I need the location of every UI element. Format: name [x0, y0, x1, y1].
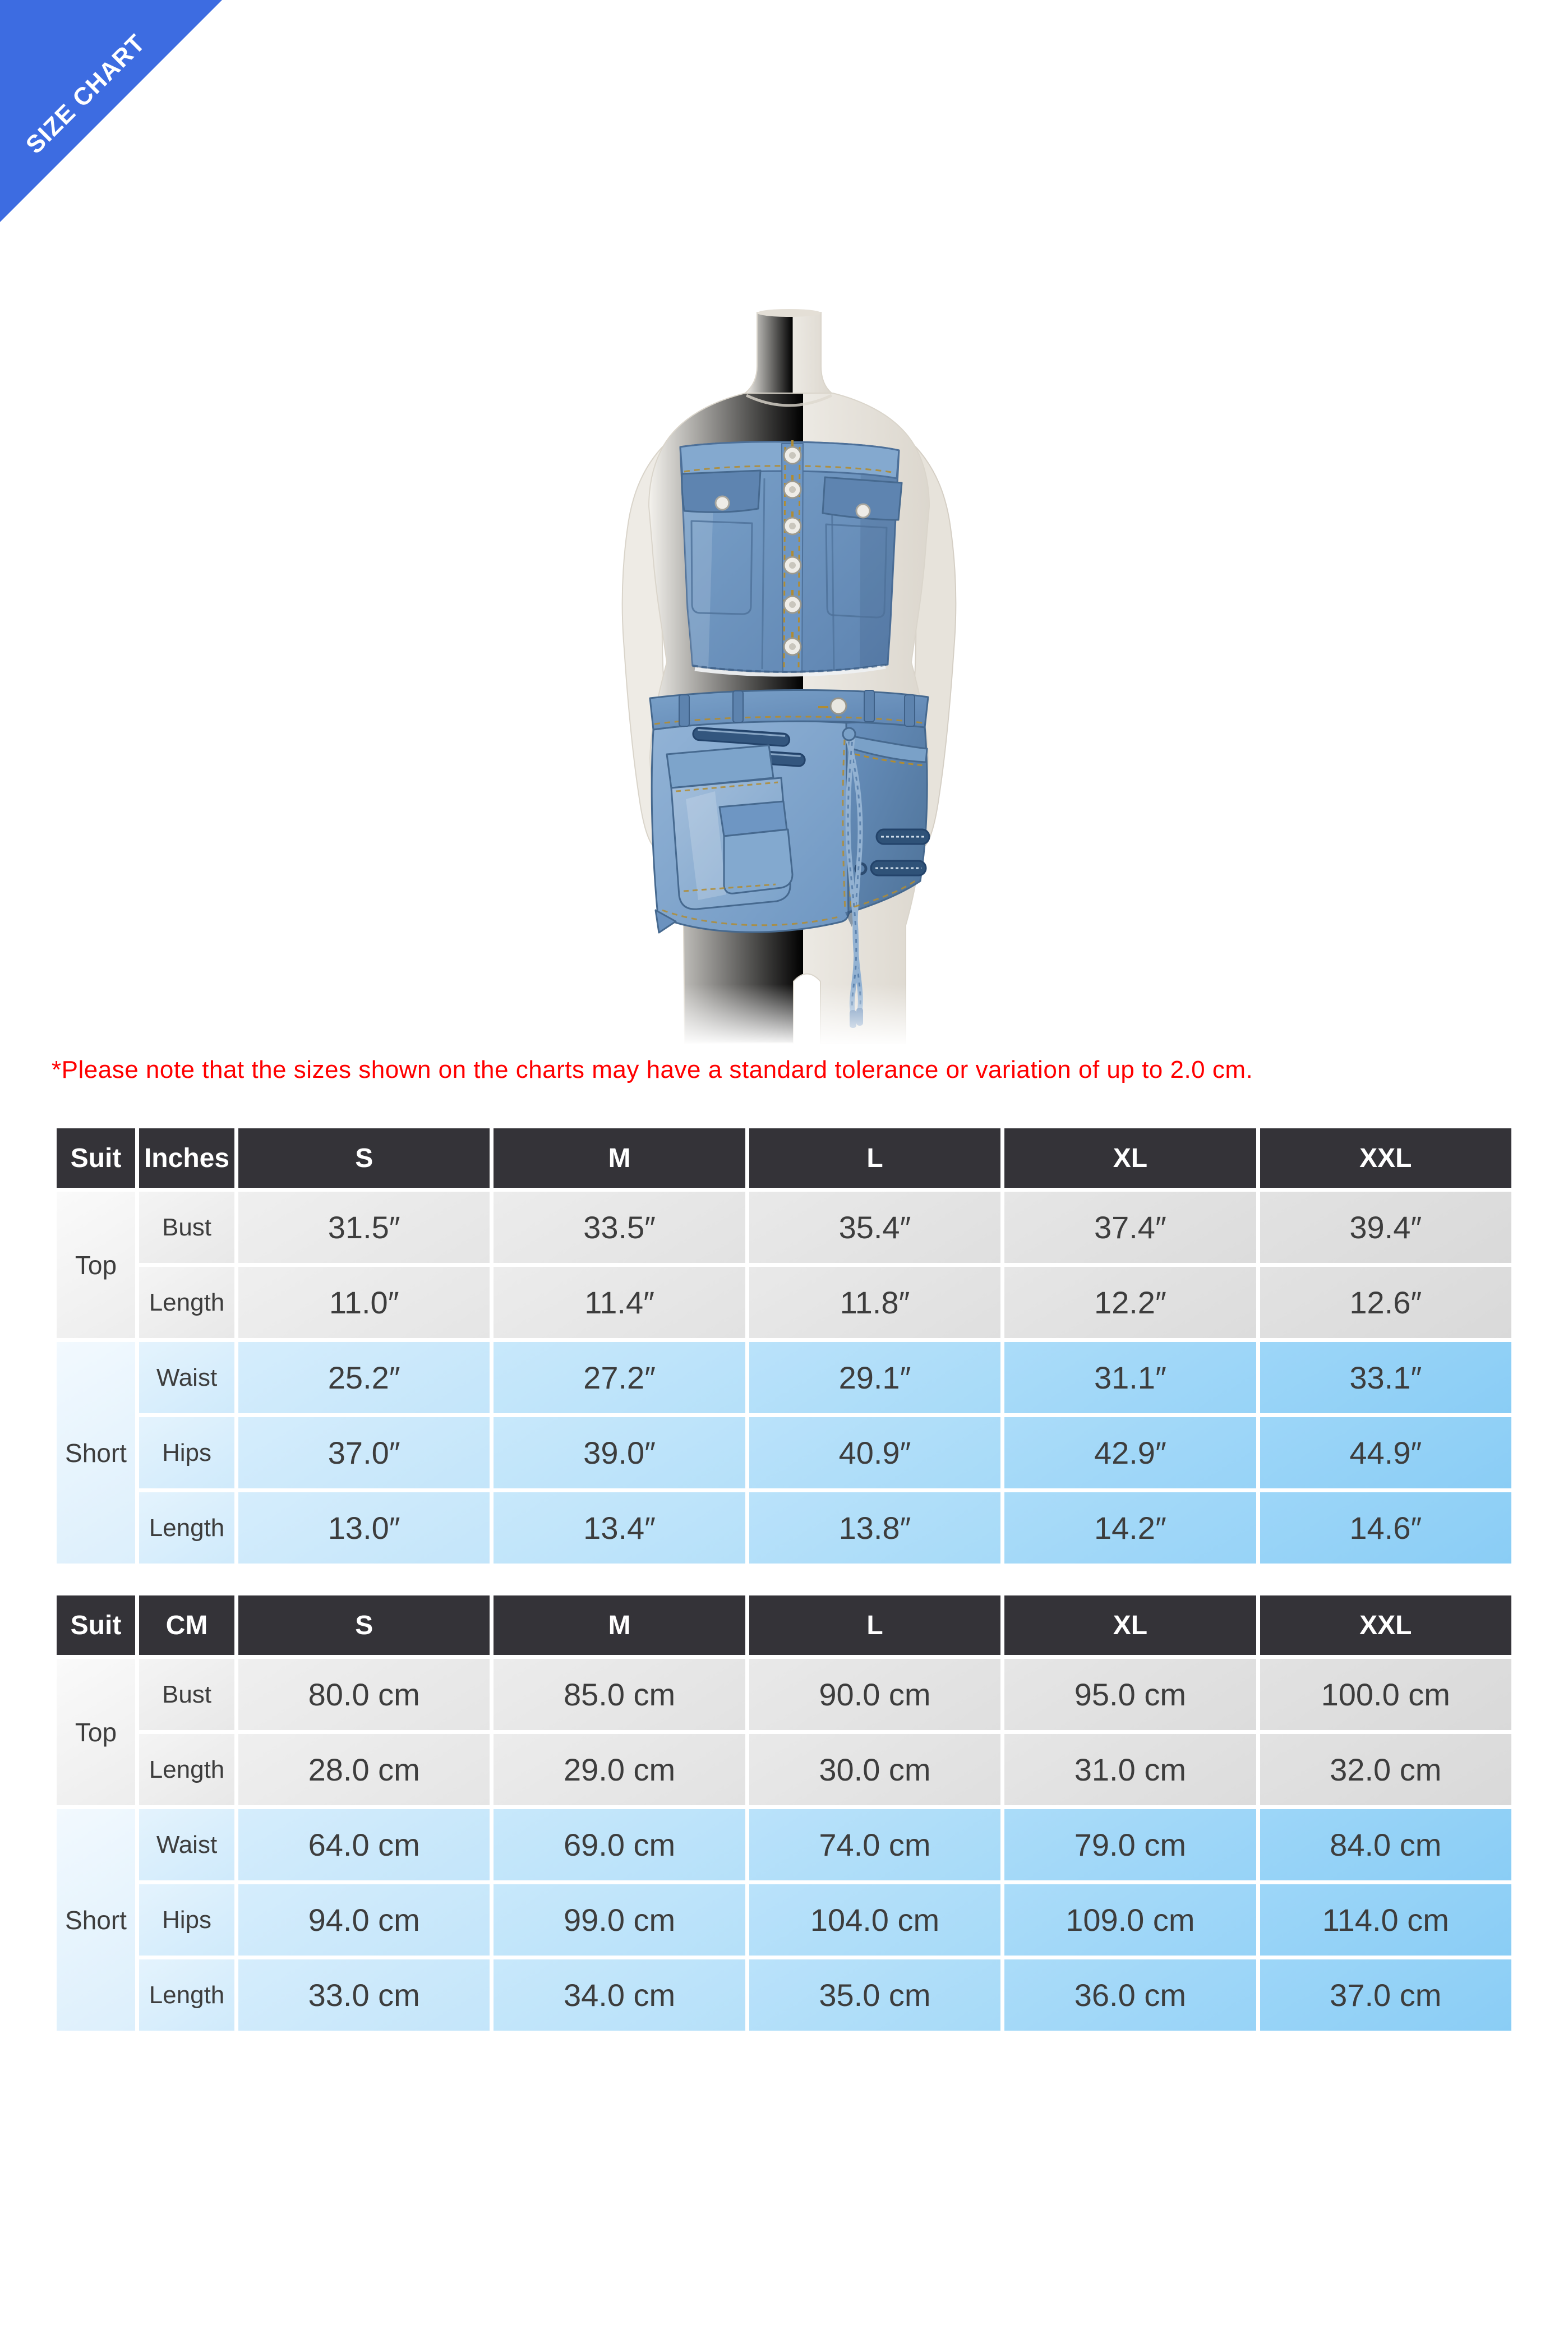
size-value-cell: 39.0″	[494, 1417, 745, 1488]
size-header-s: S	[238, 1128, 490, 1188]
size-value-cell: 14.2″	[1004, 1492, 1256, 1564]
measure-label: Waist	[139, 1809, 234, 1880]
size-value-cell: 33.1″	[1260, 1342, 1511, 1413]
group-cell-top: Top	[57, 1192, 135, 1338]
size-value-cell: 11.0″	[238, 1267, 490, 1338]
table-row	[57, 1417, 1511, 1488]
measure-label: Length	[139, 1734, 234, 1805]
zip-welt	[871, 861, 926, 875]
denim-tube-top	[680, 440, 902, 675]
table-row	[57, 1192, 1511, 1263]
size-value-cell: 84.0 cm	[1260, 1809, 1511, 1880]
size-chart-ribbon	[0, 0, 224, 224]
suit-column-header: Suit	[57, 1595, 135, 1655]
size-value-cell: 35.0 cm	[749, 1959, 1000, 2031]
size-value-cell: 37.0 cm	[1260, 1959, 1511, 2031]
header-row	[57, 1128, 1511, 1188]
size-value-cell: 42.9″	[1004, 1417, 1256, 1488]
ribbon-label: SIZE CHART	[20, 29, 151, 159]
size-value-cell: 64.0 cm	[238, 1809, 490, 1880]
measure-label: Length	[139, 1959, 234, 2031]
ribbon-triangle	[0, 0, 222, 222]
size-value-cell: 74.0 cm	[749, 1809, 1000, 1880]
unit-column-header: CM	[139, 1595, 234, 1655]
belt-loop	[905, 695, 915, 726]
size-table-cm	[53, 1592, 1515, 2035]
header-row	[57, 1595, 1511, 1655]
size-value-cell: 11.4″	[494, 1267, 745, 1338]
size-header-l: L	[749, 1128, 1000, 1188]
table-row	[57, 1809, 1511, 1880]
group-cell-top: Top	[57, 1659, 135, 1805]
table-row	[57, 1492, 1511, 1564]
size-header-s: S	[238, 1595, 490, 1655]
size-header-xl: XL	[1004, 1128, 1256, 1188]
group-cell-short: Short	[57, 1342, 135, 1564]
size-value-cell: 37.4″	[1004, 1192, 1256, 1263]
belt-loop	[679, 695, 689, 726]
size-value-cell: 80.0 cm	[238, 1659, 490, 1730]
size-value-cell: 13.4″	[494, 1492, 745, 1564]
size-value-cell: 95.0 cm	[1004, 1659, 1256, 1730]
product-photo	[596, 306, 983, 1046]
size-value-cell: 12.6″	[1260, 1267, 1511, 1338]
waist-button	[831, 698, 846, 714]
size-value-cell: 12.2″	[1004, 1267, 1256, 1338]
size-value-cell: 69.0 cm	[494, 1809, 745, 1880]
size-header-m: M	[494, 1595, 745, 1655]
belt-loop	[733, 691, 743, 722]
size-value-cell: 13.8″	[749, 1492, 1000, 1564]
cargo-inner-pouch	[724, 829, 792, 893]
measure-label: Hips	[139, 1884, 234, 1956]
size-value-cell: 11.8″	[749, 1267, 1000, 1338]
left-flap-button	[716, 496, 729, 510]
size-value-cell: 28.0 cm	[238, 1734, 490, 1805]
group-cell-short: Short	[57, 1809, 135, 2031]
table-row	[57, 1267, 1511, 1338]
measure-label: Length	[139, 1267, 234, 1338]
measure-label: Hips	[139, 1417, 234, 1488]
measure-label: Length	[139, 1492, 234, 1564]
size-value-cell: 37.0″	[238, 1417, 490, 1488]
table-row	[57, 1659, 1511, 1730]
size-value-cell: 32.0 cm	[1260, 1734, 1511, 1805]
size-value-cell: 14.6″	[1260, 1492, 1511, 1564]
size-value-cell: 13.0″	[238, 1492, 490, 1564]
unit-column-header: Inches	[139, 1128, 234, 1188]
right-flap-button	[856, 504, 870, 518]
photo-fade	[596, 984, 983, 1046]
size-value-cell: 36.0 cm	[1004, 1959, 1256, 2031]
size-header-m: M	[494, 1128, 745, 1188]
size-value-cell: 31.1″	[1004, 1342, 1256, 1413]
size-value-cell: 90.0 cm	[749, 1659, 1000, 1730]
table-row	[57, 1959, 1511, 2031]
size-value-cell: 99.0 cm	[494, 1884, 745, 1956]
size-value-cell: 39.4″	[1260, 1192, 1511, 1263]
table-row	[57, 1342, 1511, 1413]
size-value-cell: 31.0 cm	[1004, 1734, 1256, 1805]
measure-label: Bust	[139, 1192, 234, 1263]
size-header-xxl: XXL	[1260, 1128, 1511, 1188]
size-header-xxl: XXL	[1260, 1595, 1511, 1655]
zip-welt	[877, 829, 929, 844]
size-value-cell: 27.2″	[494, 1342, 745, 1413]
size-value-cell: 104.0 cm	[749, 1884, 1000, 1956]
table-row	[57, 1734, 1511, 1805]
measure-label: Waist	[139, 1342, 234, 1413]
suit-column-header: Suit	[57, 1128, 135, 1188]
size-header-xl: XL	[1004, 1595, 1256, 1655]
drawstring-knot	[843, 728, 855, 740]
size-header-l: L	[749, 1595, 1000, 1655]
size-value-cell: 33.0 cm	[238, 1959, 490, 2031]
size-value-cell: 30.0 cm	[749, 1734, 1000, 1805]
size-value-cell: 85.0 cm	[494, 1659, 745, 1730]
tolerance-note: *Please note that the sizes shown on the charts may have a standard tolerance or variation of up to 2.0 cm.	[52, 1056, 1253, 1083]
table-row	[57, 1884, 1511, 1956]
belt-loop	[864, 690, 874, 722]
measure-label: Bust	[139, 1659, 234, 1730]
size-value-cell: 44.9″	[1260, 1417, 1511, 1488]
size-value-cell: 94.0 cm	[238, 1884, 490, 1956]
size-value-cell: 34.0 cm	[494, 1959, 745, 2031]
size-value-cell: 25.2″	[238, 1342, 490, 1413]
size-value-cell: 79.0 cm	[1004, 1809, 1256, 1880]
size-value-cell: 100.0 cm	[1260, 1659, 1511, 1730]
size-value-cell: 31.5″	[238, 1192, 490, 1263]
size-value-cell: 114.0 cm	[1260, 1884, 1511, 1956]
size-value-cell: 29.1″	[749, 1342, 1000, 1413]
size-value-cell: 33.5″	[494, 1192, 745, 1263]
size-value-cell: 35.4″	[749, 1192, 1000, 1263]
size-value-cell: 29.0 cm	[494, 1734, 745, 1805]
mannequin-neck	[745, 312, 832, 393]
size-value-cell: 109.0 cm	[1004, 1884, 1256, 1956]
neck-cut-top	[757, 309, 821, 317]
size-value-cell: 40.9″	[749, 1417, 1000, 1488]
size-table-inches	[53, 1124, 1515, 1567]
